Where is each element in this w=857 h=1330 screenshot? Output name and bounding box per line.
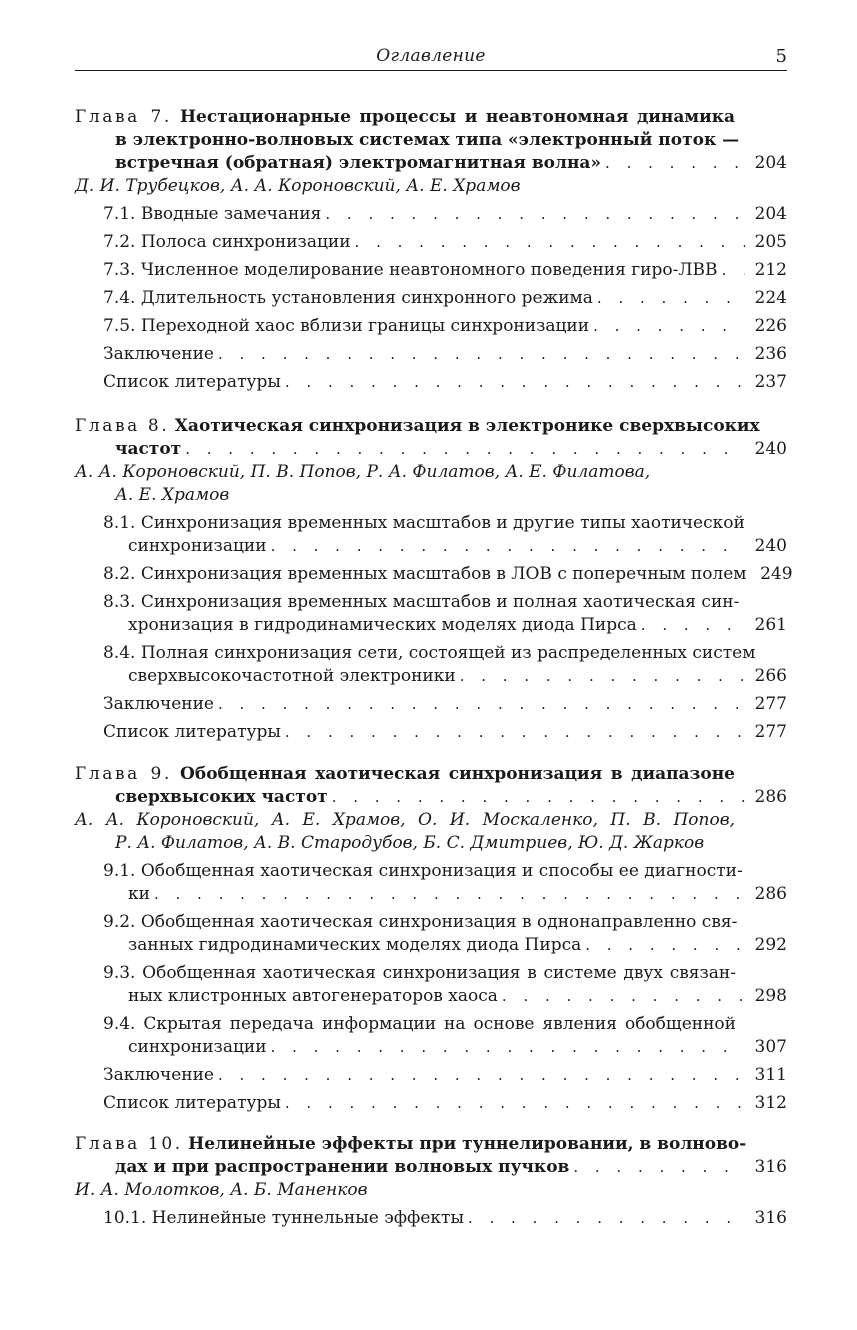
leader-dots <box>597 287 745 310</box>
entry-title: 7.3. Численное моделирование неавтономного поведения гиро-ЛВВ <box>103 260 718 280</box>
chapter-title-end: дах и при распространении волновых пучков <box>115 1157 570 1177</box>
chapter-authors: И. А. Молотков, А. Б. Маненков <box>75 1180 368 1200</box>
entry-last-line <box>75 665 787 688</box>
leader-dots <box>573 1156 745 1179</box>
leader-dots <box>218 693 745 716</box>
page-number: 249 <box>760 564 793 584</box>
page-number: 204 <box>754 204 787 224</box>
chapter-label: Глава 7. <box>75 107 172 127</box>
page-number: 240 <box>754 536 787 556</box>
page-number: 261 <box>754 615 787 635</box>
chapter-authors: А. А. Короновский, А. Е. Храмов, О. И. Москаленко, П. В. Попов, <box>75 810 735 830</box>
leader-dots <box>285 721 745 744</box>
toc-entry-conclusion[interactable] <box>75 1064 787 1087</box>
toc-entry[interactable] <box>75 1207 787 1230</box>
toc-entry-references[interactable] <box>75 1092 787 1115</box>
chapter-title: Хаотическая синхронизация в электронике сверхвысоких <box>174 416 760 436</box>
toc-entry[interactable] <box>75 512 787 558</box>
chapter-title: Обобщенная хаотическая синхронизация в диапазоне <box>180 764 736 784</box>
chapter-10 <box>75 1133 787 1230</box>
entry-title: 10.1. Нелинейные туннельные эффекты <box>103 1208 464 1228</box>
chapter-title-last-line <box>75 1156 787 1179</box>
entry-title-end: синхронизации <box>128 536 267 556</box>
chapter-title-line <box>75 415 760 438</box>
entry-title: Список литературы <box>103 372 281 392</box>
leader-dots <box>502 985 745 1008</box>
entry-title: Список литературы <box>103 722 281 742</box>
leader-dots <box>185 438 745 461</box>
entry-title-end: сверхвысокочастотной электроники <box>128 666 456 686</box>
leader-dots <box>325 203 745 226</box>
toc-entry[interactable] <box>75 642 787 688</box>
page-number: 292 <box>754 935 787 955</box>
chapter-title-line: в электронно-волновых системах типа «электронный поток — <box>115 130 740 150</box>
page-number: 205 <box>754 232 787 252</box>
entry-title-end: хронизация в гидродинамических моделях диода Пирса <box>128 615 637 635</box>
page-number: 311 <box>754 1065 787 1085</box>
page-number: 236 <box>754 344 787 364</box>
chapter-title-end: частот <box>115 439 182 459</box>
entry-title: Заключение <box>103 694 214 714</box>
entry-title-line: 8.1. Синхронизация временных масштабов и другие типы хаотической <box>103 513 745 533</box>
entry-title: 7.2. Полоса синхронизации <box>103 232 351 252</box>
toc-entry[interactable] <box>75 860 787 906</box>
entry-title-end: синхронизации <box>128 1037 267 1057</box>
page-number: 286 <box>754 787 787 807</box>
toc-entry[interactable] <box>75 911 787 957</box>
leader-dots <box>460 665 745 688</box>
leader-dots <box>271 1036 745 1059</box>
page-number: 316 <box>754 1208 787 1228</box>
entry-title-end: ки <box>128 884 150 904</box>
leader-dots <box>468 1207 745 1230</box>
entry-title-line: 9.2. Обобщенная хаотическая синхронизация в однонаправленно свя- <box>103 912 738 932</box>
page-number: 237 <box>754 372 787 392</box>
leader-dots <box>605 152 745 175</box>
entry-last-line <box>75 985 787 1008</box>
entry-title: 7.1. Вводные замечания <box>103 204 322 224</box>
chapter-title-end: сверхвысоких частот <box>115 787 328 807</box>
toc-entry[interactable] <box>75 231 787 254</box>
chapter-title-end: встречная (обратная) электромагнитная волна» <box>115 153 602 173</box>
chapter-label: Глава 9. <box>75 764 172 784</box>
entry-title: 7.4. Длительность установления синхронного режима <box>103 288 593 308</box>
leader-dots <box>332 786 745 809</box>
leader-dots <box>722 259 745 282</box>
entry-title-line: 9.1. Обобщенная хаотическая синхронизация и способы ее диагности- <box>103 861 743 881</box>
chapter-title-last-line <box>75 438 787 461</box>
page-number: 316 <box>754 1157 787 1177</box>
entry-title: Заключение <box>103 1065 214 1085</box>
leader-dots <box>355 231 745 254</box>
page-number: 277 <box>754 722 787 742</box>
entry-last-line <box>75 934 787 957</box>
chapter-title: Нелинейные эффекты при туннелировании, в волново- <box>188 1134 747 1154</box>
entry-title-line: 9.3. Обобщенная хаотическая синхронизация в системе двух связан- <box>103 963 736 983</box>
page-number: 277 <box>754 694 787 714</box>
header-page-number: 5 <box>775 46 787 67</box>
entry-title: Заключение <box>103 344 214 364</box>
header-title: Оглавление <box>376 46 486 66</box>
entry-title-line: 8.3. Синхронизация временных масштабов и полная хаотическая син- <box>103 592 740 612</box>
page-number: 226 <box>754 316 787 336</box>
leader-dots <box>285 371 745 394</box>
entry-title: 7.5. Переходной хаос вблизи границы синхронизации <box>103 316 590 336</box>
chapter-title-line <box>75 1133 747 1156</box>
entry-title: 8.2. Синхронизация временных масштабов в ЛОВ с поперечным полем <box>103 564 747 584</box>
chapter-7 <box>75 106 787 394</box>
leader-dots <box>218 343 745 366</box>
chapter-authors: Д. И. Трубецков, А. А. Короновский, А. Е. Храмов <box>75 176 521 196</box>
chapter-label: Глава 10. <box>75 1134 183 1154</box>
chapter-8 <box>75 415 793 744</box>
entry-title-line: 9.4. Скрытая передача информации на основе явления обобщенной <box>103 1014 736 1034</box>
chapter-title: Нестационарные процессы и неавтономная динамика <box>179 107 736 127</box>
toc-entry-references[interactable] <box>75 721 787 744</box>
leader-dots <box>271 535 745 558</box>
page-number: 312 <box>754 1093 787 1113</box>
entry-title-end: занных гидродинамических моделях диода Пирса <box>128 935 582 955</box>
entry-title-line: 8.4. Полная синхронизация сети, состоящей из распределенных систем <box>103 643 756 663</box>
toc-entry-conclusion[interactable] <box>75 343 787 366</box>
running-header <box>75 44 787 71</box>
page-number: 298 <box>754 986 787 1006</box>
toc-entry[interactable] <box>75 315 787 338</box>
leader-dots <box>218 1064 745 1087</box>
leader-dots <box>154 883 745 906</box>
page-number: 286 <box>754 884 787 904</box>
entry-title: Список литературы <box>103 1093 281 1113</box>
entry-title-end: ных клистронных автогенераторов хаоса <box>128 986 498 1006</box>
toc-entry[interactable] <box>75 259 787 282</box>
chapter-authors-cont: Р. А. Филатов, А. В. Стародубов, Б. С. Дмитриев, Ю. Д. Жарков <box>115 833 705 853</box>
chapter-label: Глава 8. <box>75 416 170 436</box>
leader-dots <box>641 614 745 637</box>
chapter-title-last-line <box>75 152 787 175</box>
toc-entry-references[interactable] <box>75 371 787 394</box>
toc-entry[interactable] <box>75 287 787 310</box>
leader-dots <box>285 1092 745 1115</box>
chapter-title-last-line <box>75 786 787 809</box>
toc-entry[interactable] <box>75 203 787 226</box>
chapter-authors: А. А. Короновский, П. В. Попов, Р. А. Филатов, А. Е. Филатова, <box>75 462 651 482</box>
page-number: 240 <box>754 439 787 459</box>
toc-entry-conclusion[interactable] <box>75 693 787 716</box>
page-number: 266 <box>754 666 787 686</box>
entry-last-line <box>75 535 787 558</box>
toc-entry[interactable] <box>75 563 793 586</box>
leader-dots <box>585 934 745 957</box>
leader-dots <box>593 315 745 338</box>
page-number: 212 <box>754 260 787 280</box>
page-number: 307 <box>754 1037 787 1057</box>
entry-last-line <box>75 1036 787 1059</box>
toc-entry[interactable] <box>75 1013 787 1059</box>
page-number: 204 <box>754 153 787 173</box>
chapter-title-line <box>75 106 735 129</box>
chapter-title-line <box>75 763 735 786</box>
toc-entry[interactable] <box>75 962 787 1008</box>
entry-last-line <box>75 614 787 637</box>
chapter-9 <box>75 763 787 1115</box>
chapter-authors-cont: А. Е. Храмов <box>115 485 230 505</box>
toc-entry[interactable] <box>75 591 787 637</box>
page-number: 224 <box>754 288 787 308</box>
entry-last-line <box>75 883 787 906</box>
